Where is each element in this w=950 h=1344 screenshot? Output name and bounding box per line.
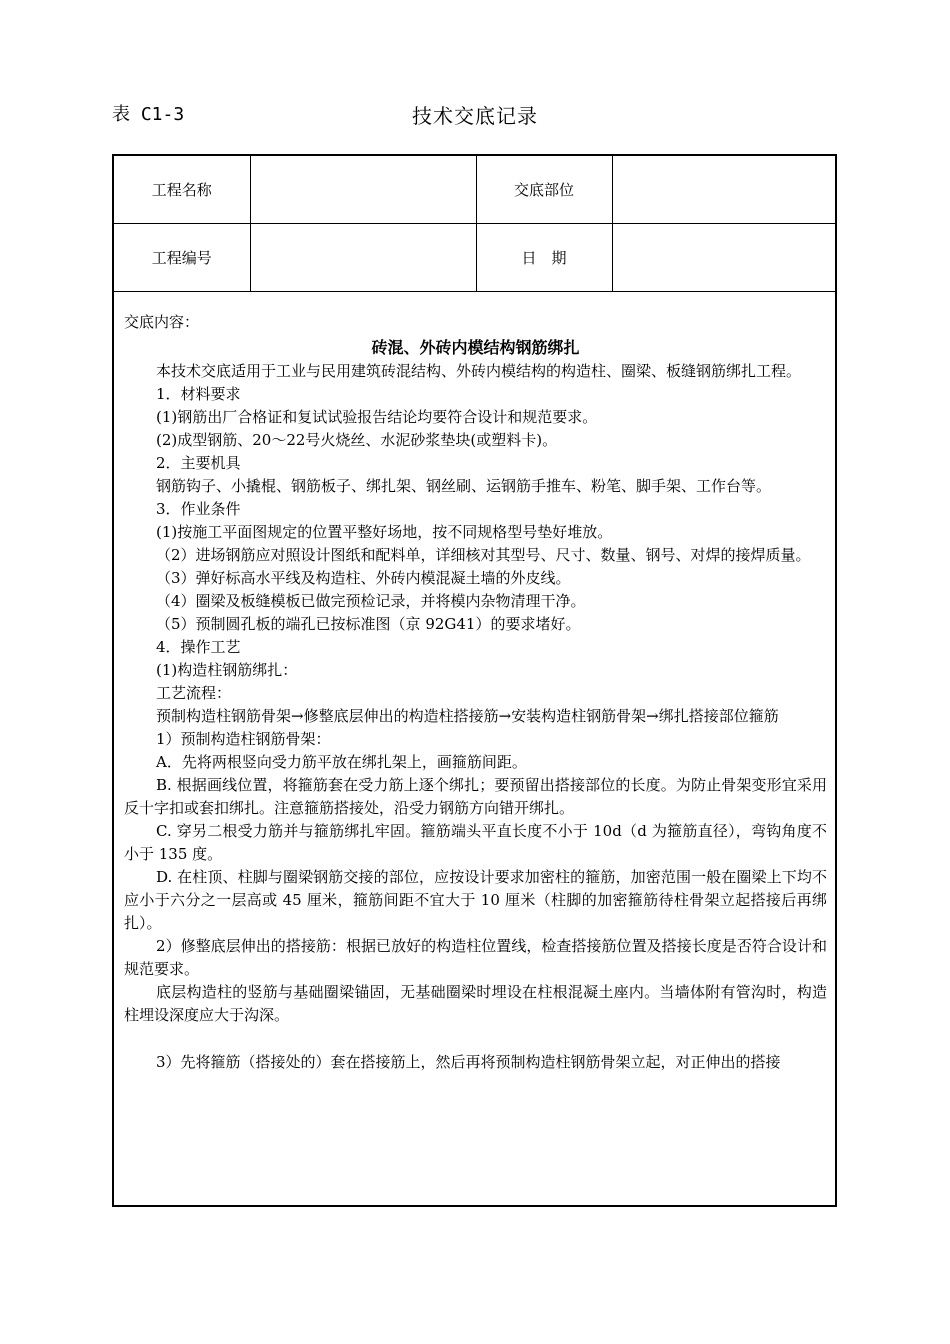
- disclosure-content: [124, 311, 827, 1074]
- paragraph-item: (1)钢筋出厂合格证和复试试验报告结论均要符合设计和规范要求。: [156, 408, 598, 426]
- project-name-field[interactable]: [250, 156, 476, 224]
- heading-process: 4．操作工艺: [156, 638, 241, 656]
- paragraph-item: (1)构造柱钢筋绑扎：: [156, 661, 298, 679]
- paragraph-item: （5）预制圆孔板的端孔已按标准图（京 92G41）的要求堵好。: [156, 615, 581, 633]
- spacer: [124, 1027, 827, 1051]
- date-field[interactable]: [612, 224, 835, 292]
- paragraph-item: 钢筋钩子、小撬棍、钢筋板子、绑扎架、钢丝刷、运钢筋手推车、粉笔、脚手架、工作台等。: [156, 477, 772, 495]
- paragraph-item: 底层构造柱的竖筋与基础圈梁锚固，无基础圈梁时埋设在柱根混凝土座内。当墙体附有管沟时，构造柱埋设深度应大于沟深。: [124, 983, 827, 1024]
- document-title: 技术交底记录: [412, 104, 538, 128]
- project-name-label: 工程名称: [114, 156, 250, 224]
- content-label: 交底内容：: [124, 313, 200, 331]
- form-code: 表 C1-3: [112, 104, 185, 125]
- paragraph-item: C. 穿另二根受力筋并与箍筋绑扎牢固。箍筋端头平直长度不小于 10d（d 为箍筋直径），弯钩角度不小于 135 度。: [124, 822, 827, 863]
- heading-tools: 2．主要机具: [156, 454, 241, 472]
- paragraph-item: 1）预制构造柱钢筋骨架：: [156, 730, 331, 748]
- table-row: [114, 224, 835, 292]
- date-label: 日 期: [476, 224, 612, 292]
- paragraph-item: 3）先将箍筋（搭接处的）套在搭接筋上，然后再将预制构造柱钢筋骨架立起，对正伸出的搭接: [156, 1053, 781, 1071]
- heading-conditions: 3．作业条件: [156, 500, 241, 518]
- paragraph-item: 工艺流程：: [156, 684, 232, 702]
- paragraph-item: （3）弹好标高水平线及构造柱、外砖内模混凝土墙的外皮线。: [156, 569, 571, 587]
- heading-materials: 1．材料要求: [156, 385, 241, 403]
- paragraph-item: (1)按施工平面图规定的位置平整好场地，按不同规格型号垫好堆放。: [156, 523, 613, 541]
- record-form: [112, 154, 837, 1207]
- process-flow: 预制构造柱钢筋骨架→修整底层伸出的构造柱搭接筋→安装构造柱钢筋骨架→绑扎搭接部位箍筋: [156, 707, 779, 725]
- paragraph-item: （4）圈梁及板缝模板已做完预检记录，并将模内杂物清理干净。: [156, 592, 586, 610]
- project-number-label: 工程编号: [114, 224, 250, 292]
- paragraph-scope: 本技术交底适用于工业与民用建筑砖混结构、外砖内模结构的构造柱、圈梁、板缝钢筋绑扎工程。: [156, 362, 802, 380]
- project-number-field[interactable]: [250, 224, 476, 292]
- paragraph-item: (2)成型钢筋、20～22号火烧丝、水泥砂浆垫块(或塑料卡)。: [156, 431, 558, 449]
- paragraph-item: B. 根据画线位置，将箍筋套在受力筋上逐个绑扎；要预留出搭接部位的长度。为防止骨架变形宜采用反十字扣或套扣绑扎。注意箍筋搭接处，沿受力钢筋方向错开绑扎。: [124, 776, 827, 817]
- paragraph-item: A．先将两根竖向受力筋平放在绑扎架上，画箍筋间距。: [156, 753, 527, 771]
- table-row: [114, 156, 835, 224]
- paragraph-item: 2）修整底层伸出的搭接筋：根据已放好的构造柱位置线，检查搭接筋位置及搭接长度是否符合设计和规范要求。: [124, 937, 827, 978]
- disclosure-part-label: 交底部位: [476, 156, 612, 224]
- content-subtitle: 砖混、外砖内模结构钢筋绑扎: [371, 338, 580, 357]
- header-info-table: [114, 156, 835, 292]
- paragraph-item: D. 在柱顶、柱脚与圈梁钢筋交接的部位，应按设计要求加密柱的箍筋，加密范围一般在圈梁上下均不应小于六分之一层高或 45 厘米，箍筋间距不宜大于 10 厘米（柱脚的加密箍筋待柱骨架立起搭接后再绑扎）。: [124, 868, 827, 932]
- paragraph-item: （2）进场钢筋应对照设计图纸和配料单，详细核对其型号、尺寸、数量、钢号、对焊的接焊质量。: [156, 546, 811, 564]
- disclosure-part-field[interactable]: [612, 156, 835, 224]
